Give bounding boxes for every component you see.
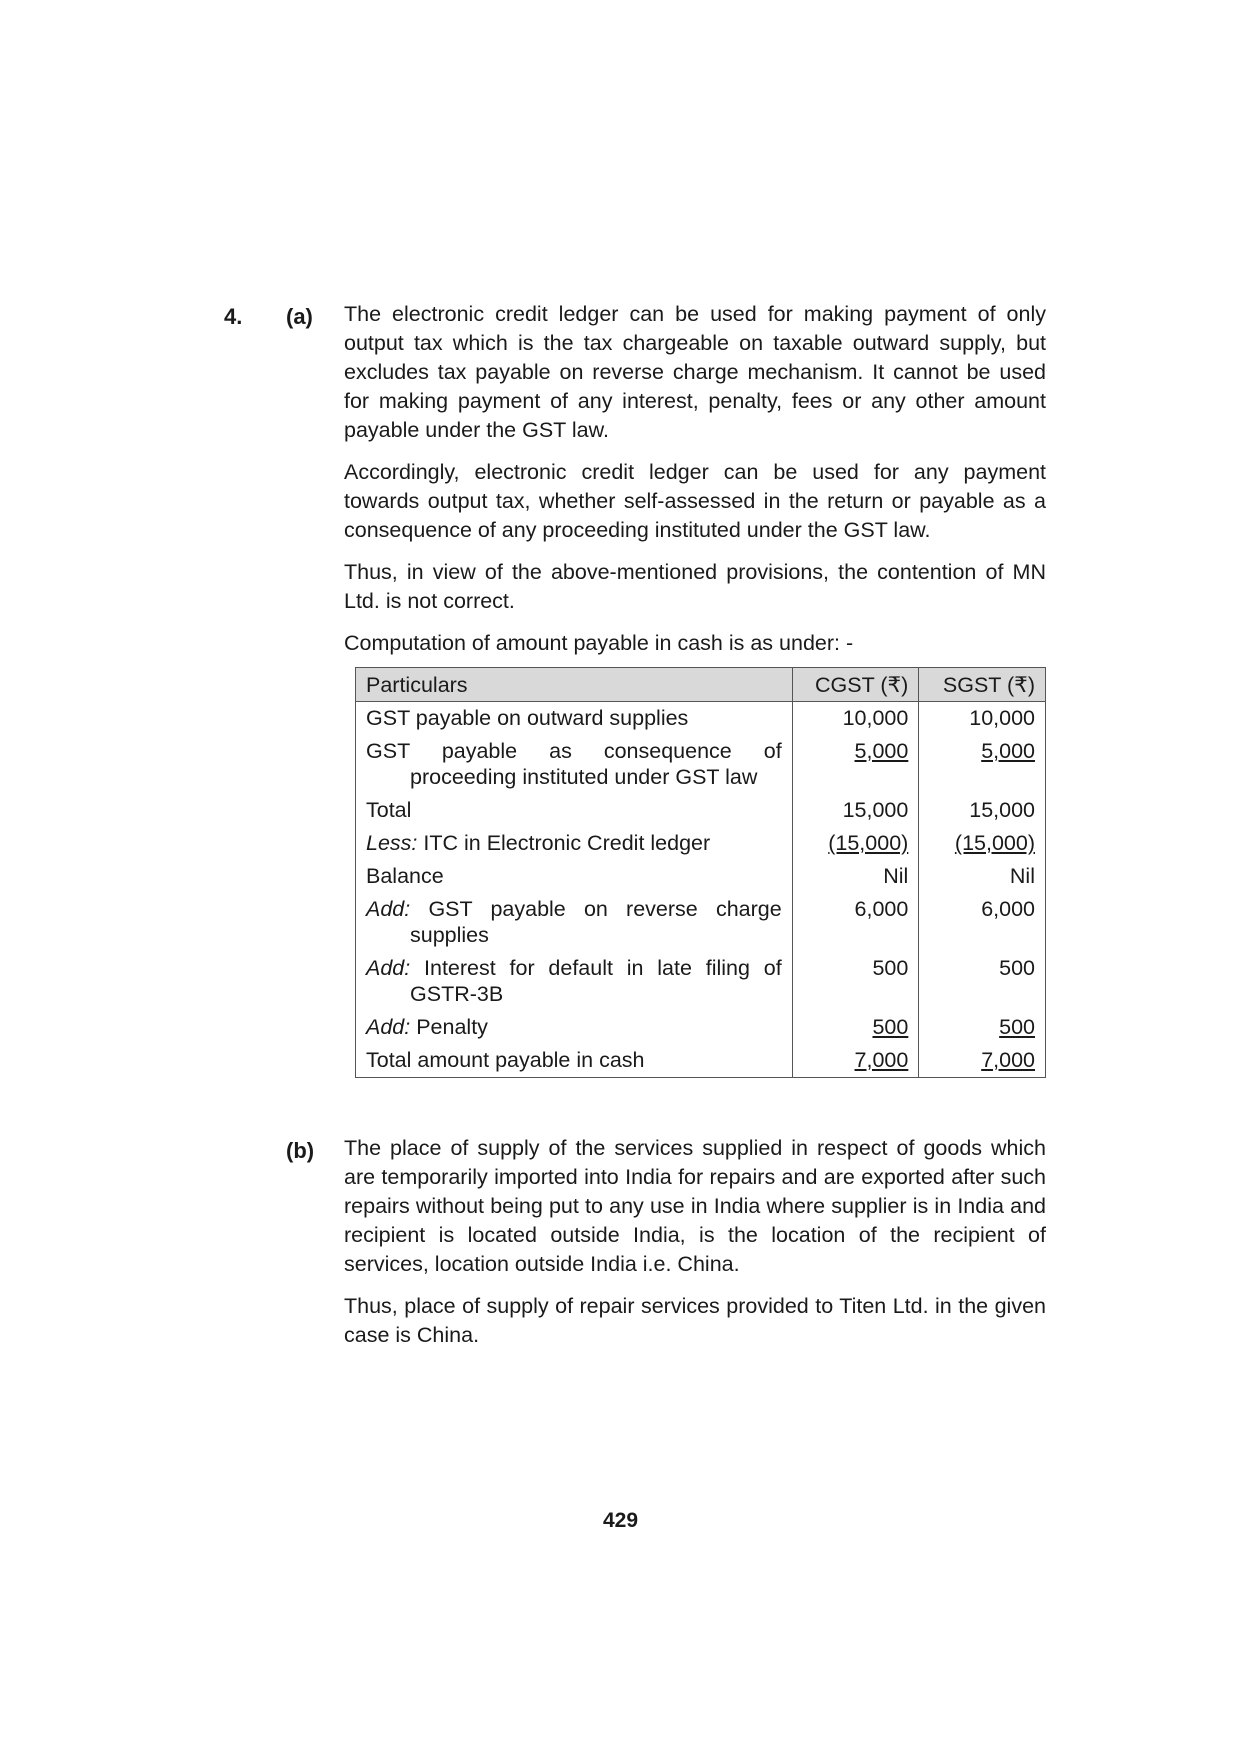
part-b-label: (b) bbox=[286, 1138, 315, 1163]
row-cgst-value: 500 bbox=[872, 1015, 909, 1039]
page-number: 429 bbox=[602, 1509, 639, 1532]
table-row bbox=[356, 893, 1046, 952]
row-sgst-value: 500 bbox=[999, 1015, 1035, 1039]
row-label: Total amount payable in cash bbox=[366, 1048, 645, 1072]
row-sgst-value: 5,000 bbox=[981, 739, 1035, 763]
part-a-paragraph-1: The electronic credit ledger can be used for making payment of only output tax which is the tax chargeable on taxable outward supply, but excludes tax payable on reverse charge mechanism. It cannot be used for making payment of any interest, penalty, fees or any other amount payable under the GST law. bbox=[344, 302, 1046, 442]
row-cgst-value: 15,000 bbox=[792, 794, 919, 827]
row-cgst-value: 6,000 bbox=[792, 893, 919, 952]
row-prefix: Add: bbox=[366, 956, 411, 980]
row-label: Total bbox=[366, 798, 412, 822]
part-a-paragraph-3: Thus, in view of the above-mentioned provisions, the contention of MN Ltd. is not correct. bbox=[344, 560, 1046, 613]
row-sgst-value: 15,000 bbox=[919, 794, 1046, 827]
row-label: GST payable on outward supplies bbox=[366, 706, 689, 730]
header-cgst: CGST (₹) bbox=[792, 668, 919, 702]
row-label: GST payable as consequence of proceeding instituted under GST law bbox=[366, 739, 782, 789]
row-prefix: Add: bbox=[366, 1015, 411, 1039]
part-a-label: (a) bbox=[286, 304, 313, 329]
row-prefix: Add: bbox=[366, 897, 411, 921]
table-row bbox=[356, 952, 1046, 1011]
part-b-paragraph-1: The place of supply of the services supplied in respect of goods which are temporarily imported into India for repairs and are exported after such repairs without being put to any use in India where supplier is in India and recipient is located outside India, is the location of the recipient of services, location outside India i.e. China. bbox=[344, 1136, 1046, 1276]
table-header-row bbox=[356, 668, 1046, 702]
table-row bbox=[356, 735, 1046, 794]
row-sgst-value: Nil bbox=[919, 860, 1046, 893]
row-sgst-value: 7,000 bbox=[981, 1048, 1035, 1072]
table-row bbox=[356, 827, 1046, 860]
row-cgst-value: 7,000 bbox=[854, 1048, 909, 1072]
row-sgst-value: 6,000 bbox=[919, 893, 1046, 952]
part-a-paragraph-2: Accordingly, electronic credit ledger can be used for any payment towards output tax, whether self-assessed in the return or payable as a consequence of any proceeding instituted under the GST law. bbox=[344, 460, 1046, 542]
row-cgst-value: 5,000 bbox=[854, 739, 909, 763]
part-b-paragraph-2: Thus, place of supply of repair services provided to Titen Ltd. in the given case is China. bbox=[344, 1294, 1046, 1347]
row-label: Balance bbox=[366, 864, 444, 888]
part-b-content bbox=[344, 1134, 1046, 1363]
row-label: Interest for default in late filing of GSTR-3B bbox=[410, 956, 782, 1006]
table-row bbox=[356, 794, 1046, 827]
row-label: GST payable on reverse charge supplies bbox=[410, 897, 782, 947]
table-row bbox=[356, 1044, 1046, 1078]
row-sgst-value: (15,000) bbox=[954, 831, 1035, 855]
row-cgst-value: (15,000) bbox=[828, 831, 909, 855]
question-number: 4. bbox=[224, 304, 243, 329]
row-cgst-value: 10,000 bbox=[792, 702, 919, 736]
table-row bbox=[356, 1011, 1046, 1044]
row-prefix: Less: bbox=[366, 831, 418, 855]
row-sgst-value: 10,000 bbox=[919, 702, 1046, 736]
row-cgst-value: Nil bbox=[792, 860, 919, 893]
row-cgst-value: 500 bbox=[792, 952, 919, 1011]
part-a-content bbox=[344, 300, 1046, 1078]
computation-table bbox=[355, 667, 1046, 1078]
row-label: Penalty bbox=[416, 1015, 488, 1039]
table-row bbox=[356, 860, 1046, 893]
table-row bbox=[356, 702, 1046, 736]
header-particulars: Particulars bbox=[356, 668, 793, 702]
header-sgst: SGST (₹) bbox=[919, 668, 1046, 702]
computation-heading: Computation of amount payable in cash is as under: - bbox=[344, 631, 854, 655]
row-label: ITC in Electronic Credit ledger bbox=[423, 831, 711, 855]
row-sgst-value: 500 bbox=[919, 952, 1046, 1011]
